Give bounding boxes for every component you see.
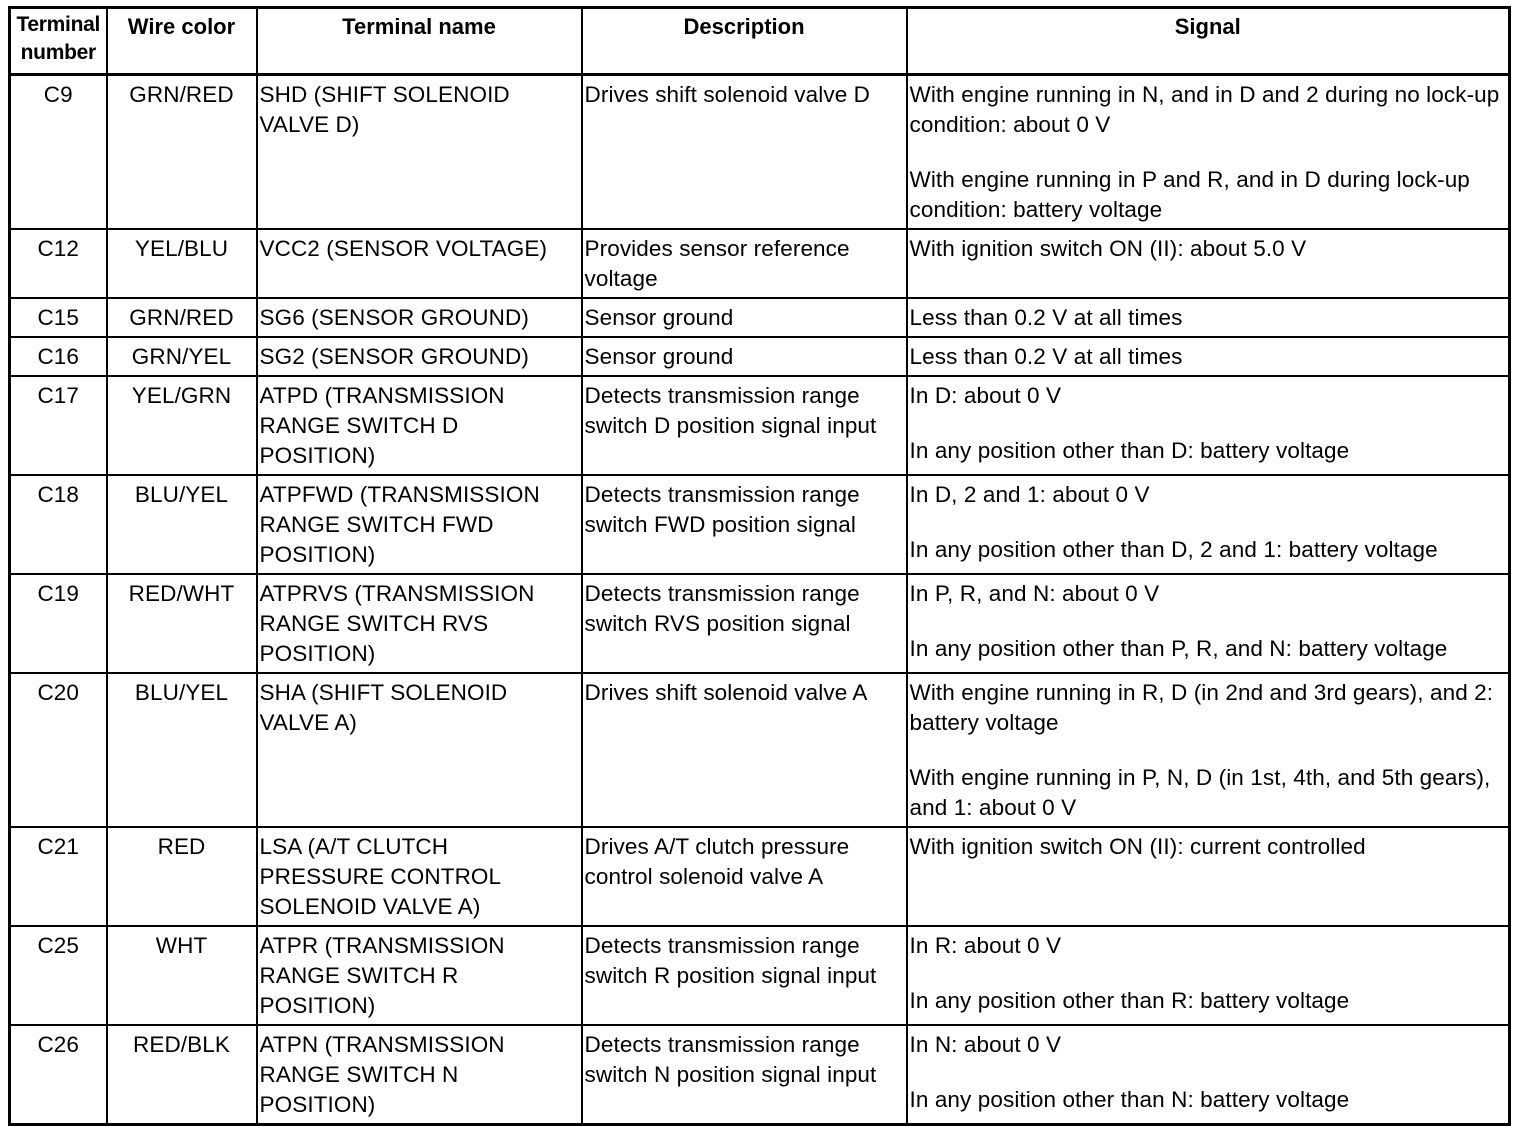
table-row [10,827,1510,926]
table-row [10,673,1510,827]
signal-line: In any position other than D: battery voltage [909,438,1350,463]
table-row [10,1025,1510,1125]
cell-signal [907,75,1510,230]
signal-line: Less than 0.2 V at all times [909,305,1183,330]
cell-description: Detects transmission range switch FWD position signal [582,475,907,574]
cell-terminal-number: C18 [10,475,107,574]
cell-terminal-name: VCC2 (SENSOR VOLTAGE) [257,229,582,298]
signal-line: In R: about 0 V [909,933,1062,958]
cell-terminal-number: C25 [10,926,107,1025]
cell-wire-color: RED/BLK [107,1025,257,1125]
cell-terminal-number: C16 [10,337,107,376]
cell-terminal-number: C26 [10,1025,107,1125]
cell-wire-color: BLU/YEL [107,475,257,574]
table-row [10,926,1510,1025]
cell-terminal-name: LSA (A/T CLUTCH PRESSURE CONTROL SOLENOID VALVE A) [257,827,582,926]
header-terminal-number: Terminal number [10,8,107,75]
table-row [10,475,1510,574]
cell-signal [907,376,1510,475]
cell-terminal-number: C12 [10,229,107,298]
signal-line: In any position other than P, R, and N: battery voltage [909,636,1448,661]
cell-terminal-name: SG2 (SENSOR GROUND) [257,337,582,376]
cell-wire-color: BLU/YEL [107,673,257,827]
header-description: Description [582,8,907,75]
header-terminal-name: Terminal name [257,8,582,75]
table-body [10,75,1510,1125]
table-row [10,298,1510,337]
signal-line: In D, 2 and 1: about 0 V [909,482,1150,507]
cell-wire-color: YEL/BLU [107,229,257,298]
signal-line: In D: about 0 V [909,383,1062,408]
cell-signal [907,1025,1510,1125]
cell-signal [907,574,1510,673]
cell-wire-color: GRN/RED [107,75,257,230]
signal-line: In N: about 0 V [909,1032,1062,1057]
table-row [10,376,1510,475]
cell-terminal-number: C17 [10,376,107,475]
cell-terminal-name: SHD (SHIFT SOLENOID VALVE D) [257,75,582,230]
cell-terminal-number: C15 [10,298,107,337]
header-row [10,8,1510,75]
cell-signal [907,337,1510,376]
cell-description: Drives shift solenoid valve D [582,75,907,230]
cell-description: Detects transmission range switch RVS position signal [582,574,907,673]
signal-line: With ignition switch ON (II): about 5.0 V [909,236,1307,261]
signal-line: With engine running in P, N, D (in 1st, 4th, and 5th gears), and 1: about 0 V [909,765,1491,820]
cell-description: Sensor ground [582,337,907,376]
cell-wire-color: WHT [107,926,257,1025]
cell-signal [907,926,1510,1025]
cell-description: Drives A/T clutch pressure control solenoid valve A [582,827,907,926]
cell-signal [907,475,1510,574]
signal-line: In any position other than R: battery voltage [909,988,1350,1013]
cell-description: Drives shift solenoid valve A [582,673,907,827]
cell-terminal-number: C21 [10,827,107,926]
cell-wire-color: YEL/GRN [107,376,257,475]
cell-signal [907,827,1510,926]
cell-terminal-name: SHA (SHIFT SOLENOID VALVE A) [257,673,582,827]
cell-terminal-name: ATPN (TRANSMISSION RANGE SWITCH N POSITION) [257,1025,582,1125]
cell-terminal-name: ATPFWD (TRANSMISSION RANGE SWITCH FWD POSITION) [257,475,582,574]
cell-signal [907,229,1510,298]
cell-wire-color: GRN/YEL [107,337,257,376]
cell-signal [907,673,1510,827]
cell-terminal-name: ATPD (TRANSMISSION RANGE SWITCH D POSITION) [257,376,582,475]
table-row [10,75,1510,230]
terminal-table [8,6,1511,1126]
table-row [10,337,1510,376]
header-signal: Signal [907,8,1510,75]
signal-line: With ignition switch ON (II): current controlled [909,834,1366,859]
cell-description: Detects transmission range switch N position signal input [582,1025,907,1125]
signal-line: Less than 0.2 V at all times [909,344,1183,369]
cell-terminal-name: ATPRVS (TRANSMISSION RANGE SWITCH RVS POSITION) [257,574,582,673]
table-row [10,574,1510,673]
signal-line: With engine running in P and R, and in D during lock-up condition: battery voltage [909,167,1470,222]
cell-terminal-number: C9 [10,75,107,230]
signal-line: In P, R, and N: about 0 V [909,581,1160,606]
cell-description: Detects transmission range switch D position signal input [582,376,907,475]
cell-description: Provides sensor reference voltage [582,229,907,298]
signal-line: With engine running in N, and in D and 2 during no lock-up condition: about 0 V [909,82,1500,137]
header-wire-color: Wire color [107,8,257,75]
cell-wire-color: GRN/RED [107,298,257,337]
cell-description: Detects transmission range switch R position signal input [582,926,907,1025]
cell-description: Sensor ground [582,298,907,337]
signal-line: In any position other than D, 2 and 1: battery voltage [909,537,1438,562]
cell-wire-color: RED [107,827,257,926]
cell-signal [907,298,1510,337]
cell-wire-color: RED/WHT [107,574,257,673]
signal-line: With engine running in R, D (in 2nd and 3rd gears), and 2: battery voltage [909,680,1494,735]
cell-terminal-name: ATPR (TRANSMISSION RANGE SWITCH R POSITION) [257,926,582,1025]
cell-terminal-number: C19 [10,574,107,673]
cell-terminal-number: C20 [10,673,107,827]
signal-line: In any position other than N: battery voltage [909,1087,1350,1112]
table-row [10,229,1510,298]
cell-terminal-name: SG6 (SENSOR GROUND) [257,298,582,337]
